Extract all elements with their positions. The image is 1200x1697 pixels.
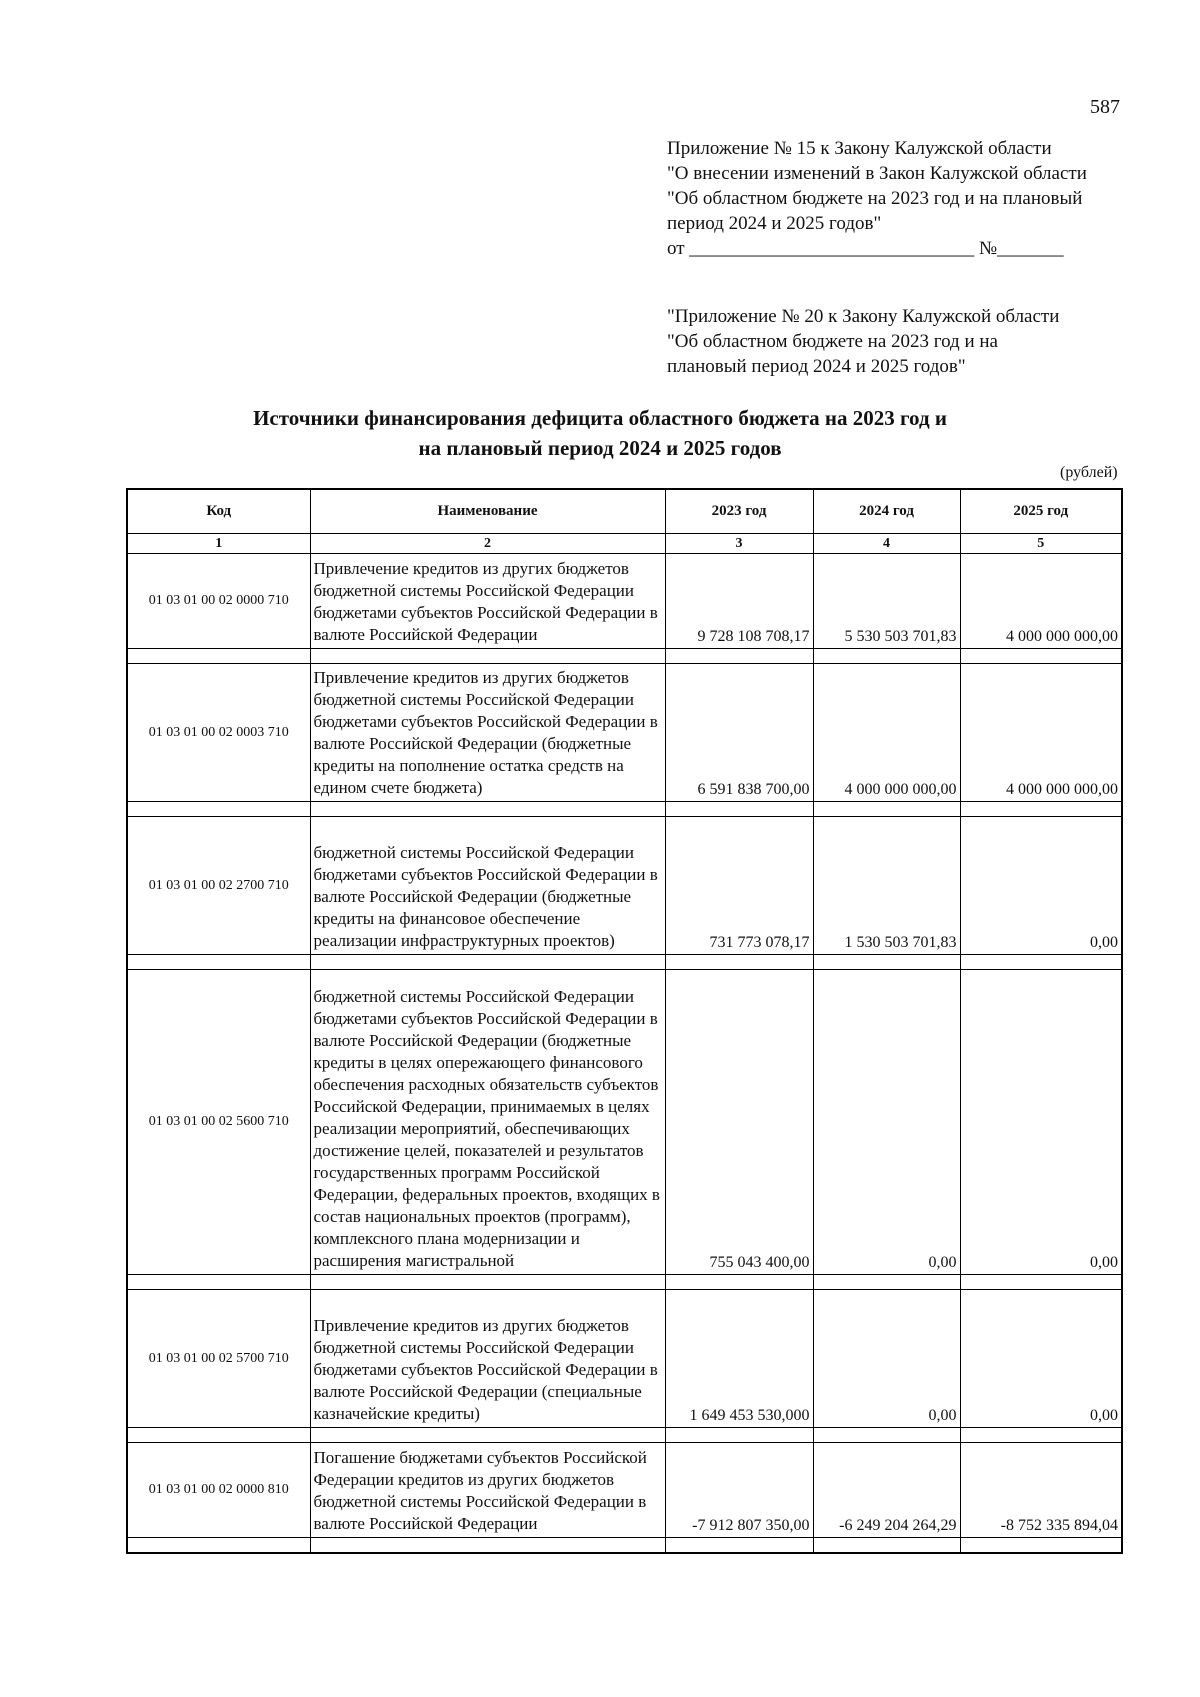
row-value-2024: 1 530 503 701,83: [813, 817, 960, 955]
spacer-row: [127, 955, 1122, 970]
row-name: бюджетной системы Российской Федерации бюджетами субъектов Российской Федерации в валюте Российской Федерации (бюджетные кредиты в целях опережающего финансового обеспечения расходных обязательств субъектов Российской Федерации, принимаемых в целях реализации мероприятий, обеспечивающих достижение целей, показателей и результатов государственных программ Российской Федерации, федеральных проектов, входящих в состав национальных проектов (программ), комплексного плана модернизации и расширения магистральной: [310, 970, 665, 1275]
table-row: [127, 1290, 1122, 1428]
row-code: 01 03 01 00 02 0000 810: [127, 1443, 310, 1538]
row-name: Привлечение кредитов из других бюджетов бюджетной системы Российской Федерации бюджетами субъектов Российской Федерации в валюте Российской Федерации: [310, 554, 665, 649]
row-value-2025: 0,00: [960, 817, 1122, 955]
spacer-row: [127, 649, 1122, 664]
spacer-row: [127, 1275, 1122, 1290]
row-code: 01 03 01 00 02 5600 710: [127, 970, 310, 1275]
row-value-2025: -8 752 335 894,04: [960, 1443, 1122, 1538]
page-number: 587: [1090, 96, 1120, 118]
title-line-2: на плановый период 2024 и 2025 годов: [418, 436, 782, 460]
row-value-2023: 6 591 838 700,00: [665, 664, 813, 802]
header-date-number-line: от ______________________________ №_______: [667, 238, 1064, 259]
table-row: [127, 970, 1122, 1275]
row-code: 01 03 01 00 02 0000 710: [127, 554, 310, 649]
column-index-row: [127, 534, 1122, 554]
column-header-2025: 2025 год: [960, 489, 1122, 534]
row-value-2025: 0,00: [960, 1290, 1122, 1428]
row-name: Привлечение кредитов из других бюджетов бюджетной системы Российской Федерации бюджетами субъектов Российской Федерации в валюте Российской Федерации (специальные казначейские кредиты): [310, 1290, 665, 1428]
spacer-row: [127, 1538, 1122, 1554]
column-index: 5: [960, 534, 1122, 554]
row-value-2023: 9 728 108 708,17: [665, 554, 813, 649]
row-value-2024: 0,00: [813, 970, 960, 1275]
row-value-2024: 0,00: [813, 1290, 960, 1428]
row-value-2025: 4 000 000 000,00: [960, 554, 1122, 649]
law-header: [667, 136, 1087, 261]
row-value-2023: 1 649 453 530,000: [665, 1290, 813, 1428]
header-line: "Об областном бюджете на 2023 год и на плановый: [667, 188, 1083, 209]
appendix-line: "Об областном бюджете на 2023 год и на: [667, 331, 998, 352]
header-line: "О внесении изменений в Закон Калужской области: [667, 163, 1087, 184]
column-header-2023: 2023 год: [665, 489, 813, 534]
row-code: 01 03 01 00 02 2700 710: [127, 817, 310, 955]
column-index: 1: [127, 534, 310, 554]
row-name: Погашение бюджетами субъектов Российской Федерации кредитов из других бюджетов бюджетной системы Российской Федерации в валюте Российской Федерации: [310, 1443, 665, 1538]
appendix-header: [667, 304, 1059, 379]
unit-label: (рублей): [1060, 464, 1118, 481]
row-code: 01 03 01 00 02 0003 710: [127, 664, 310, 802]
row-value-2025: 0,00: [960, 970, 1122, 1275]
row-code: 01 03 01 00 02 5700 710: [127, 1290, 310, 1428]
appendix-line: плановый период 2024 и 2025 годов": [667, 356, 966, 377]
appendix-line: "Приложение № 20 к Закону Калужской области: [667, 306, 1060, 327]
column-index: 2: [310, 534, 665, 554]
row-value-2023: 755 043 400,00: [665, 970, 813, 1275]
column-header-name: Наименование: [310, 489, 665, 534]
table-row: [127, 1443, 1122, 1538]
title-line-1: Источники финансирования дефицита областного бюджета на 2023 год и: [253, 406, 947, 430]
table-row: [127, 817, 1122, 955]
header-line: период 2024 и 2025 годов": [667, 213, 882, 234]
header-line: Приложение № 15 к Закону Калужской области: [667, 138, 1052, 159]
row-name: Привлечение кредитов из других бюджетов бюджетной системы Российской Федерации бюджетами субъектов Российской Федерации в валюте Российской Федерации (бюджетные кредиты на пополнение остатка средств на едином счете бюджета): [310, 664, 665, 802]
row-value-2025: 4 000 000 000,00: [960, 664, 1122, 802]
spacer-row: [127, 1428, 1122, 1443]
table-row: [127, 664, 1122, 802]
financing-sources-table: [126, 488, 1123, 1554]
document-title: [0, 403, 1200, 463]
column-header-2024: 2024 год: [813, 489, 960, 534]
row-value-2024: 4 000 000 000,00: [813, 664, 960, 802]
column-index: 4: [813, 534, 960, 554]
table-row: [127, 554, 1122, 649]
table-header-row: [127, 489, 1122, 534]
row-value-2023: -7 912 807 350,00: [665, 1443, 813, 1538]
row-value-2024: -6 249 204 264,29: [813, 1443, 960, 1538]
column-header-code: Код: [127, 489, 310, 534]
column-index: 3: [665, 534, 813, 554]
spacer-row: [127, 802, 1122, 817]
row-value-2024: 5 530 503 701,83: [813, 554, 960, 649]
row-value-2023: 731 773 078,17: [665, 817, 813, 955]
row-name: бюджетной системы Российской Федерации бюджетами субъектов Российской Федерации в валюте Российской Федерации (бюджетные кредиты на финансовое обеспечение реализации инфраструктурных проектов): [310, 817, 665, 955]
